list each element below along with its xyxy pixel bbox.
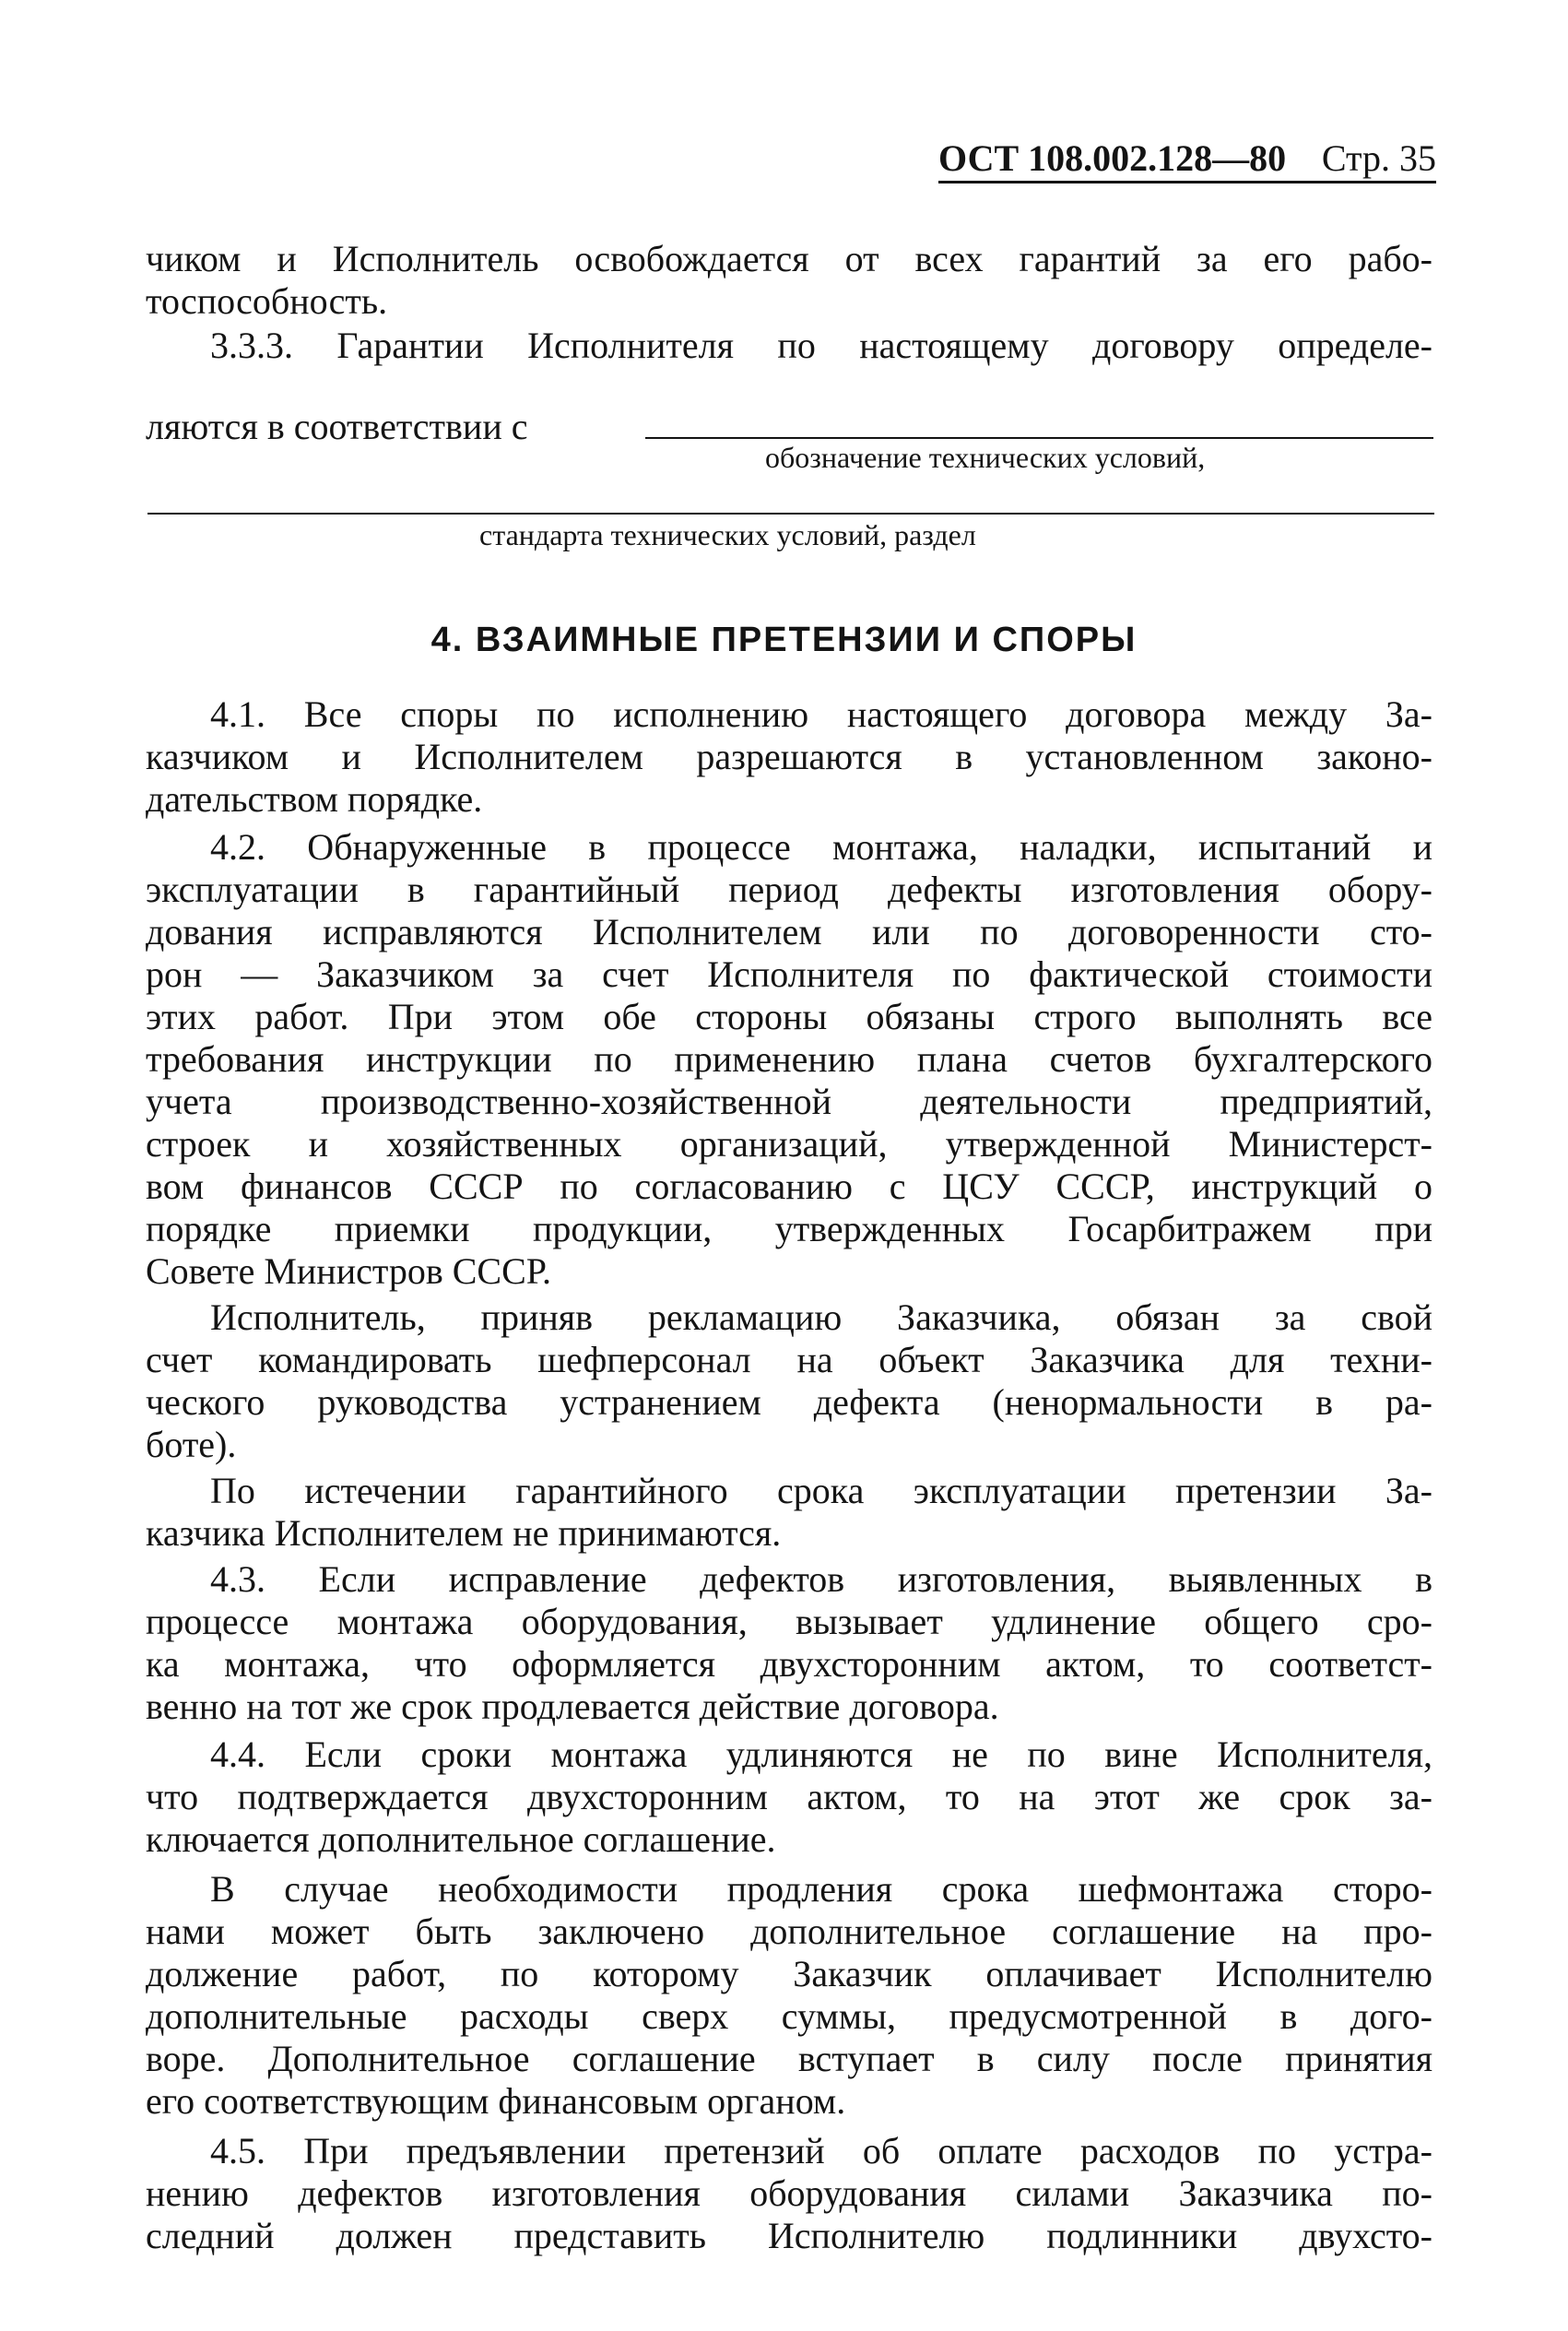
standard-code: ОСТ 108.002.128—80 xyxy=(938,137,1287,179)
text-line: должение работ, по которому Заказчик оплачивает Исполнителю xyxy=(146,1953,1432,1994)
text-line: учета производственно-хозяйственной деятельности предприятий, xyxy=(146,1081,1432,1122)
blank-caption: стандарта технических условий, раздел xyxy=(479,518,976,551)
text-line: дополнительные расходы сверх суммы, предусмотренной в дого- xyxy=(146,1995,1432,2037)
text-line: требования инструкции по применению плана счетов бухгалтерского xyxy=(146,1038,1432,1080)
fill-in-blank-line xyxy=(645,437,1433,439)
text-line: чиком и Исполнитель освобождается от всех гарантий за его рабо- xyxy=(146,238,1432,279)
text-line: В случае необходимости продления срока шефмонтажа сторо- xyxy=(210,1868,1432,1910)
text-line: порядке приемки продукции, утвержденных Госарбитражем при xyxy=(146,1208,1432,1249)
page-number: Стр. 35 xyxy=(1321,137,1436,179)
text-line: казчиком и Исполнителем разрешаются в установленном законо- xyxy=(146,736,1432,777)
fill-in-blank-line xyxy=(147,513,1434,515)
text-line: 4.3. Если исправление дефектов изготовления, выявленных в xyxy=(210,1558,1432,1600)
text-line: эксплуатации в гарантийный период дефекты изготовления обору- xyxy=(146,869,1432,910)
text-line: казчика Исполнителем не принимаются. xyxy=(146,1512,782,1554)
text-line: боте). xyxy=(146,1424,237,1465)
text-line: ческого руководства устранением дефекта (ненормальности в ра- xyxy=(146,1381,1432,1423)
text-line: тоспособность. xyxy=(146,280,388,322)
text-line: 4.5. При предъявлении претензий об оплате расходов по устра- xyxy=(210,2130,1432,2171)
text-line: ка монтажа, что оформляется двухсторонним актом, то соответст- xyxy=(146,1643,1432,1685)
text-line: его соответствующим финансовым органом. xyxy=(146,2080,846,2122)
text-line: 4.1. Все споры по исполнению настоящего договора между За- xyxy=(210,693,1432,735)
text-line: дования исправляются Исполнителем или по договоренности сто- xyxy=(146,911,1432,953)
text-line: Совете Министров СССР. xyxy=(146,1250,551,1292)
text-line: 4.2. Обнаруженные в процессе монтажа, наладки, испытаний и xyxy=(210,826,1432,868)
text-line: нению дефектов изготовления оборудования силами Заказчика по- xyxy=(146,2172,1432,2214)
blank-caption: обозначение технических условий, xyxy=(765,441,1206,474)
text-line: этих работ. При этом обе стороны обязаны строго выполнять все xyxy=(146,996,1432,1037)
text-line: ключается дополнительное соглашение. xyxy=(146,1818,776,1860)
section-heading: 4. ВЗАИМНЫЕ ПРЕТЕНЗИИ И СПОРЫ xyxy=(430,621,1138,659)
text-line: следний должен представить Исполнителю подлинники двухсто- xyxy=(146,2215,1432,2256)
text-line: 4.4. Если сроки монтажа удлиняются не по вине Исполнителя, xyxy=(210,1733,1432,1775)
text-line: что подтверждается двухсторонним актом, то на этот же срок за- xyxy=(146,1776,1432,1817)
header-underline xyxy=(938,181,1436,183)
text-line: Исполнитель, приняв рекламацию Заказчика, обязан за свой xyxy=(210,1296,1432,1338)
text-line: воре. Дополнительное соглашение вступает в силу после принятия xyxy=(146,2038,1432,2079)
text-line: вом финансов СССР по согласованию с ЦСУ СССР, инструкций о xyxy=(146,1166,1432,1207)
text-line: строек и хозяйственных организаций, утвержденной Министерст- xyxy=(146,1123,1432,1165)
text-line: процессе монтажа оборудования, вызывает удлинение общего сро- xyxy=(146,1601,1432,1642)
text-line: рон — Заказчиком за счет Исполнителя по фактической стоимости xyxy=(146,953,1432,995)
text-line: дательством порядке. xyxy=(146,778,483,820)
text-line: По истечении гарантийного срока эксплуатации претензии За- xyxy=(210,1470,1432,1511)
clause-3-3-3-line: 3.3.3. Гарантии Исполнителя по настоящему договору определе- xyxy=(210,325,1432,366)
clause-3-3-3-prefix: ляются в соответствии с xyxy=(146,406,528,447)
text-line: венно на тот же срок продлевается действие договора. xyxy=(146,1686,999,1727)
page-header xyxy=(938,138,1436,179)
text-line: счет командировать шефперсонал на объект Заказчика для техни- xyxy=(146,1339,1432,1380)
text-line: нами может быть заключено дополнительное соглашение на про- xyxy=(146,1911,1432,1952)
